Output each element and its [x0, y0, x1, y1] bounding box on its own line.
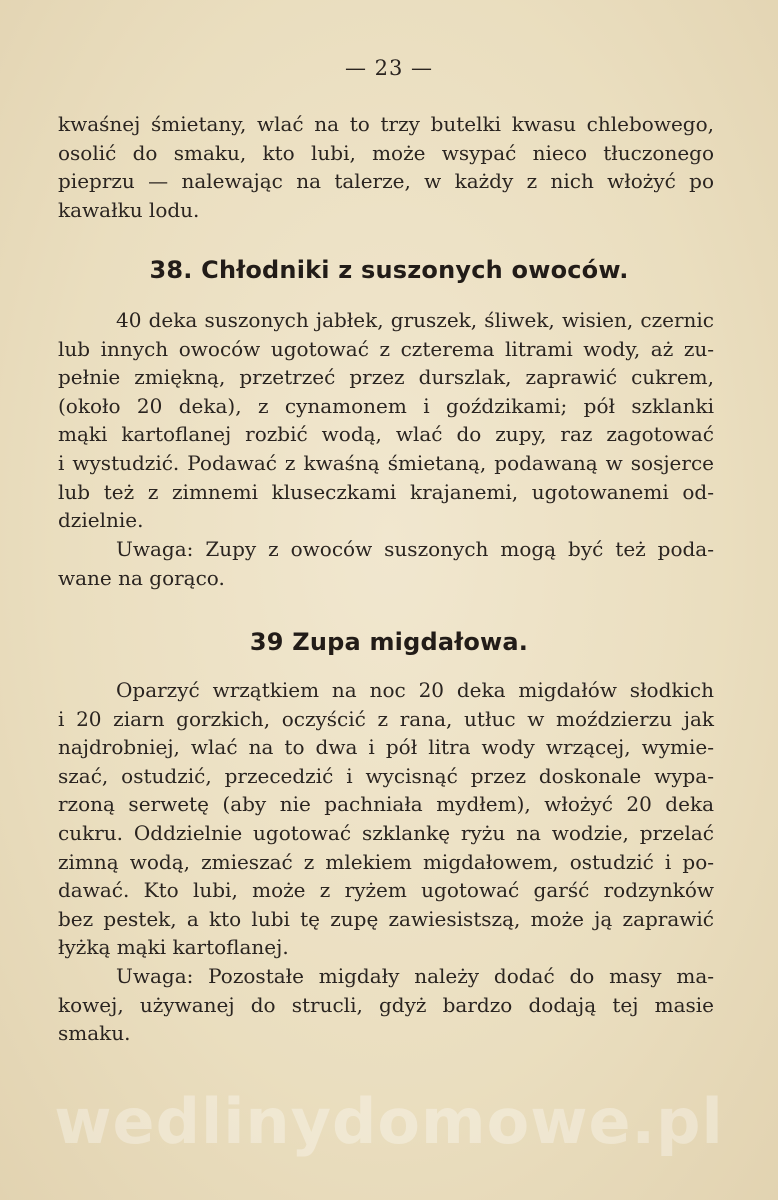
text-line: i wystudzić. Podawać z kwaśną śmietaną, podawaną w sosjerce — [58, 450, 714, 475]
intro-paragraph — [58, 110, 714, 224]
text-line: Uwaga: Pozostałe migdały należy dodać do masy ma- — [116, 964, 714, 988]
text-line: wane na gorąco. — [58, 565, 225, 590]
watermark: wedlinydomowe.pl — [54, 1085, 724, 1158]
text-line: lub też z zimnemi kluseczkami krajanemi, ugotowanemi od- — [58, 479, 714, 504]
text-line: dawać. Kto lubi, może z ryżem ugotować garść rodzynków — [58, 878, 714, 903]
text-line: 40 deka suszonych jabłek, gruszek, śliwek, wisien, czernic — [116, 308, 714, 332]
text-line: (około 20 deka), z cynamonem i goździkami; pół szklanki — [58, 393, 714, 418]
text-line: dzielnie. — [58, 508, 144, 533]
text-line: łyżką mąki kartoflanej. — [58, 935, 289, 960]
recipe-39-note — [58, 962, 714, 1048]
recipe-39-body — [58, 676, 714, 962]
text-line: szać, ostudzić, przecedzić i wycisnąć przez doskonale wypa- — [58, 763, 714, 788]
recipe-38-title: 38. Chłodniki z suszonych owoców. — [149, 256, 629, 284]
text-line: kawałku lodu. — [58, 197, 200, 222]
recipe-38-note — [58, 535, 714, 592]
text-line: pełnie zmiękną, przetrzeć przez durszlak, zaprawić cukrem, — [58, 365, 714, 390]
text-line: bez pestek, a kto lubi tę zupę zawiesistszą, może ją zaprawić — [58, 906, 714, 931]
text-line: Oparzyć wrzątkiem na noc 20 deka migdałów słodkich — [116, 678, 714, 702]
text-line: smaku. — [58, 1021, 131, 1046]
text-line: kwaśnej śmietany, wlać na to trzy butelki kwasu chlebowego, — [58, 112, 714, 136]
recipe-38-body — [58, 306, 714, 535]
text-line: najdrobniej, wlać na to dwa i pół litra wody wrzącej, wymie- — [58, 735, 714, 760]
text-line: zimną wodą, zmieszać z mlekiem migdałowem, ostudzić i po- — [58, 849, 714, 874]
text-line: lub innych owoców ugotować z czterema litrami wody, aż zu- — [58, 336, 714, 361]
text-line: cukru. Oddzielnie ugotować szklankę ryżu na wodzie, przelać — [58, 820, 714, 845]
recipe-39-title: 39 Zupa migdałowa. — [249, 628, 529, 656]
text-line: kowej, używanej do strucli, gdyż bardzo dodają tej masie — [58, 992, 714, 1017]
text-line: rzoną serwetę (aby nie pachniała mydłem), włożyć 20 deka — [58, 792, 714, 817]
text-line: mąki kartoflanej rozbić wodą, wlać do zupy, raz zagotować — [58, 422, 714, 447]
text-line: Uwaga: Zupy z owoców suszonych mogą być też poda- — [116, 537, 714, 561]
text-line: pieprzu — nalewając na talerze, w każdy z nich włożyć po — [58, 169, 714, 194]
text-line: i 20 ziarn gorzkich, oczyścić z rana, utłuc w moździerzu jak — [58, 706, 714, 731]
page-number: — 23 — — [344, 56, 434, 80]
text-line: osolić do smaku, kto lubi, może wsypać nieco tłuczonego — [58, 140, 714, 165]
